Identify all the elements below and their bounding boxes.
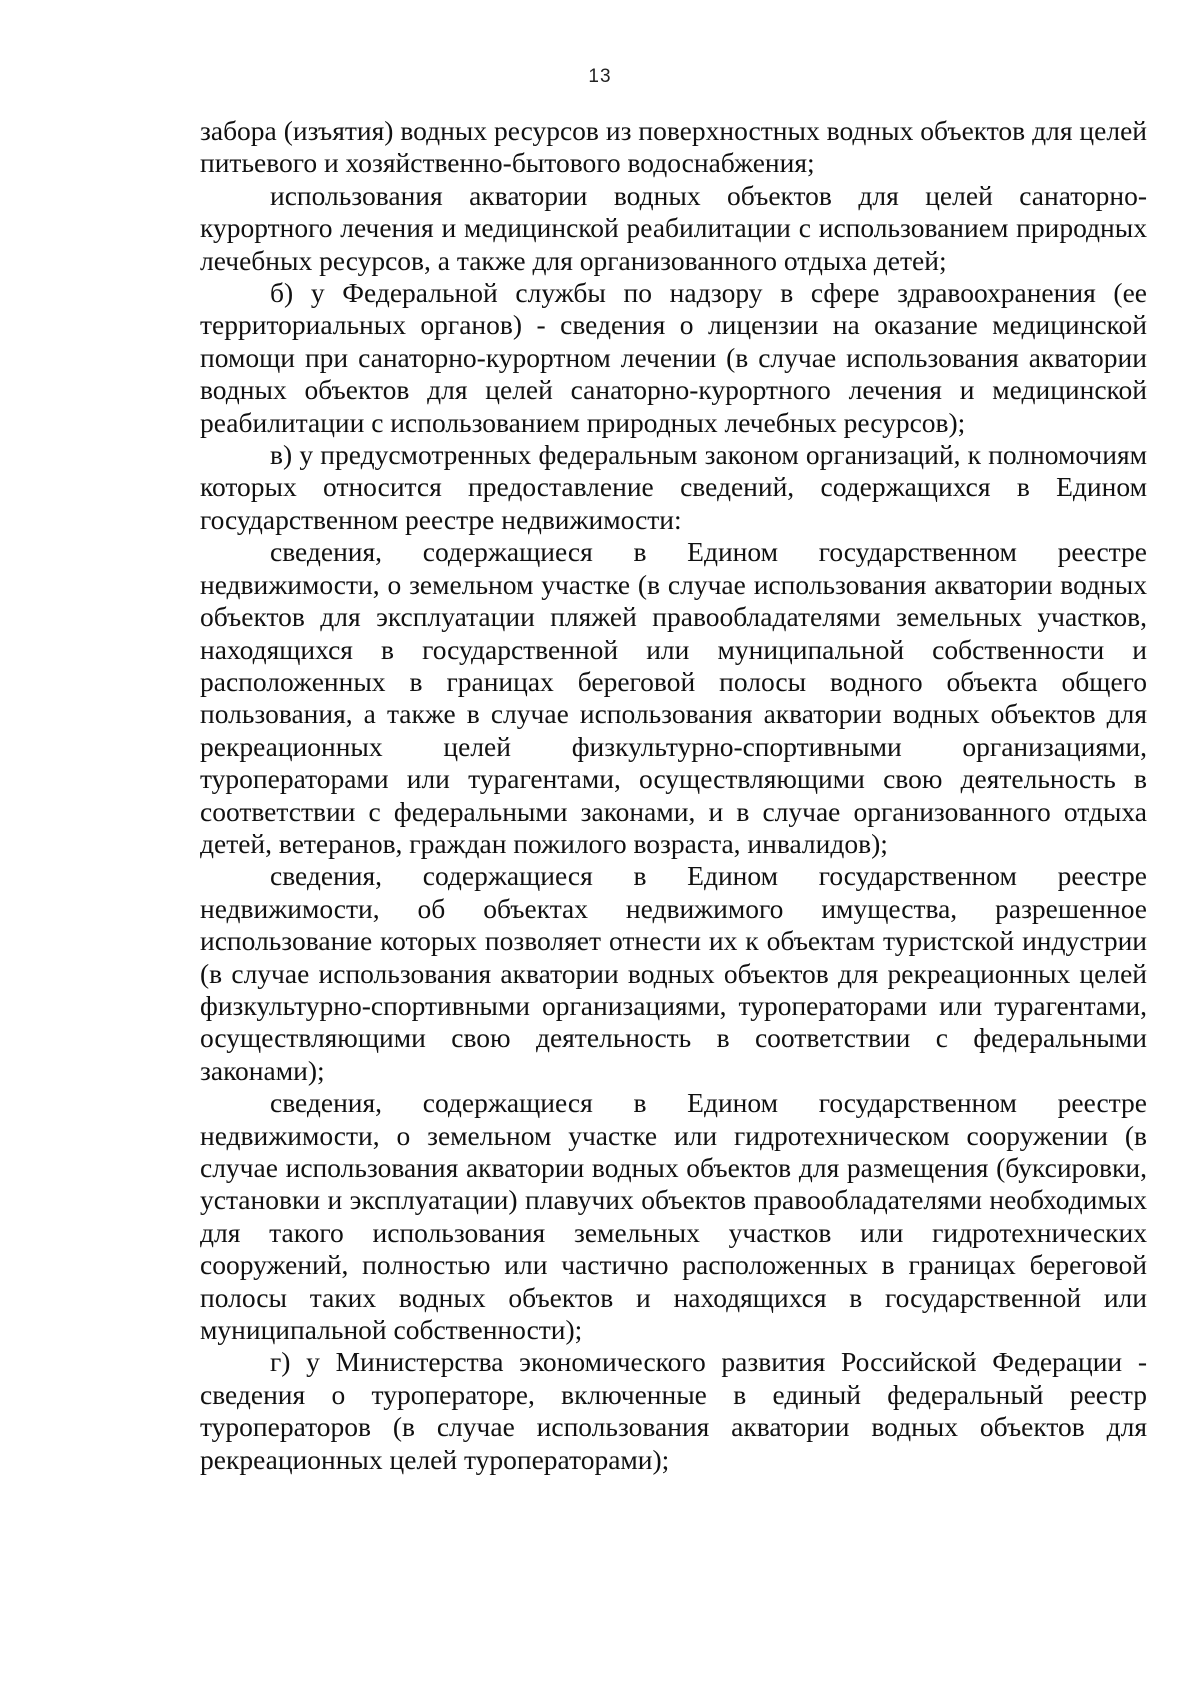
paragraph-hydrotechnical-info: сведения, содержащиеся в Едином государственном реестре недвижимости, о земельном участке или гидротехническом сооружении (в случае использования акватории водных объектов для размещения (буксировки, установки и эксплуатации) плавучих объектов правообладателями необходимых для такого использования земельных участков или гидротехнических сооружений, полностью или частично расположенных в границах береговой полосы таких водных объектов и находящихся в государственной или муниципальной собственности); bbox=[200, 1087, 1147, 1346]
page-number: 13 bbox=[588, 66, 612, 87]
paragraph-land-plot-info: сведения, содержащиеся в Едином государственном реестре недвижимости, о земельном участке (в случае использования акватории водных объектов для эксплуатации пляжей правообладателями земельных участков, находящихся в государственной или муниципальной собственности и расположенных в границах береговой полосы водного объекта общего пользования, а также в случае использования акватории водных объектов для рекреационных целей физкультурно-спортивными организациями, туроператорами или турагентами, осуществляющими свою деятельность в соответствии с федеральными законами, и в случае организованного отдыха детей, ветеранов, граждан пожилого возраста, инвалидов); bbox=[200, 536, 1147, 859]
paragraph-tourism-property-info: сведения, содержащиеся в Едином государственном реестре недвижимости, об объектах недвижимого имущества, разрешенное использование которых позволяет отнести их к объектам туристской индустрии (в случае использования акватории водных объектов для рекреационных целей физкультурно-спортивными организациями, туроператорами или турагентами, осуществляющими свою деятельность в соответствии с федеральными законами); bbox=[200, 860, 1147, 1086]
paragraph-sanatorium-use: использования акватории водных объектов для целей санаторно-курортного лечения и медицинской реабилитации с использованием природных лечебных ресурсов, а также для организованного отдыха детей; bbox=[200, 179, 1147, 276]
paragraph-g-economic-ministry: г) у Министерства экономического развития Российской Федерации - сведения о туроператоре, включенные в единый федеральный реестр туроператоров (в случае использования акватории водных объектов для рекреационных целей туроператорами); bbox=[200, 1346, 1147, 1475]
document-body bbox=[200, 115, 1147, 1476]
paragraph-b-healthcare-service: б) у Федеральной службы по надзору в сфере здравоохранения (ее территориальных органов) - сведения о лицензии на оказание медицинской помощи при санаторно-курортном лечении (в случае использования акватории водных объектов для целей санаторно-курортного лечения и медицинской реабилитации с использованием природных лечебных ресурсов); bbox=[200, 277, 1147, 438]
paragraph-water-intake: забора (изъятия) водных ресурсов из поверхностных водных объектов для целей питьевого и хозяйственно-бытового водоснабжения; bbox=[200, 115, 1147, 179]
paragraph-v-real-estate-registry: в) у предусмотренных федеральным законом организаций, к полномочиям которых относится предоставление сведений, содержащихся в Едином государственном реестре недвижимости: bbox=[200, 439, 1147, 535]
